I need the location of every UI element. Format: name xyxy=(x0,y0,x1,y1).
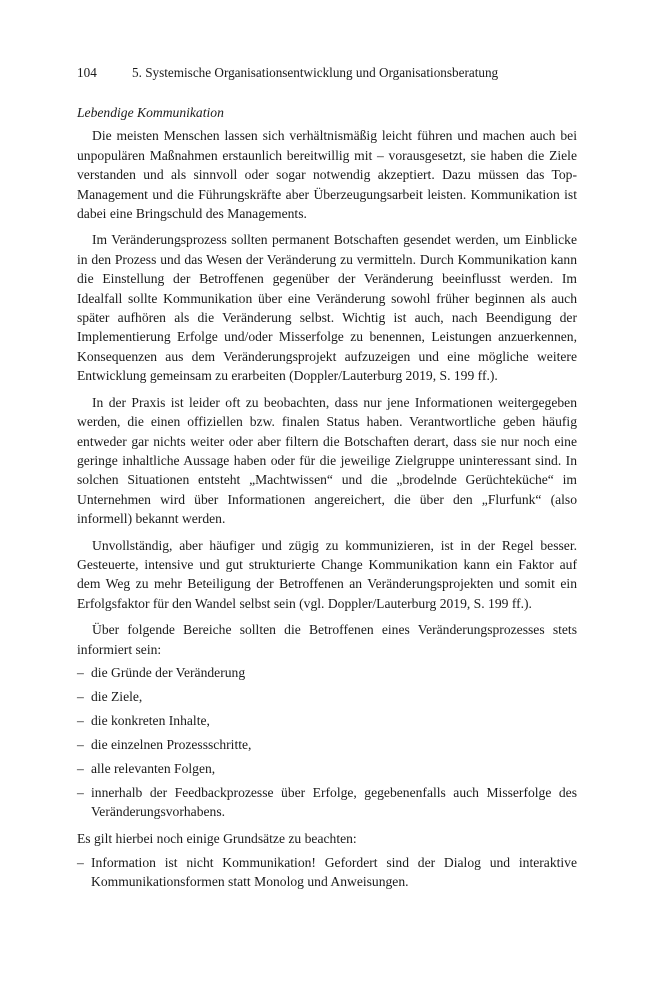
list-item: – die Ziele, xyxy=(77,687,577,706)
list-item: – innerhalb der Feedbackprozesse über Erfolge, gegebenenfalls auch Misserfolge des Veränderungsvorhabens. xyxy=(77,783,577,822)
paragraph: Im Veränderungsprozess sollten permanent Botschaften gesendet werden, um Einblicke in den Prozess und das Wesen der Veränderung zu vermitteln. Durch Kommunikation kann die Einstellung der Betroffenen gegenüber der Veränderung beeinflusst werden. Im Idealfall sollte Kommunikation über eine Veränderung sowohl früher beginnen als auch später aufhören als die Veränderung selbst. Wichtig ist auch, nach Beendigung der Implementierung Erfolge und/oder Misserfolge zu benennen, Leistungen anzuerkennen, Konsequenzen aus dem Veränderungsprojekt aufzuzeigen und eine mögliche weitere Entwicklung gemeinsam zu erarbeiten (Doppler/Lauterburg 2019, S. 199 ff.). xyxy=(77,232,577,384)
list-item: – Information ist nicht Kommunikation! Gefordert sind der Dialog und interaktive Kommunikationsformen statt Monolog und Anweisungen. xyxy=(77,853,577,892)
running-header xyxy=(77,64,579,82)
paragraph: In der Praxis ist leider oft zu beobachten, dass nur jene Informationen weitergegeben werden, die einen offiziellen bzw. finalen Status haben. Verantwortliche geben häufig entweder gar nichts weiter oder aber filtern die Botschaften derart, dass sie nur noch eine geringe inhaltliche Aussage haben oder für die jeweilige Zielgruppe uninteressant sind. In solchen Situationen entsteht „Machtwissen“ und die „brodelnde Gerüchteküche“ im Unternehmen wird über Informationen angereichert, die über den „Flurfunk“ (also informell) bekannt werden. xyxy=(77,394,577,527)
body-text xyxy=(77,103,577,892)
page-number: 104 xyxy=(77,65,97,80)
list-item: – die einzelnen Prozessschritte, xyxy=(77,735,577,754)
paragraph: Über folgende Bereiche sollten die Betroffenen eines Veränderungsprozesses stets informiert sein: xyxy=(77,622,577,657)
section-title: Lebendige Kommunikation xyxy=(77,105,224,120)
principles-list xyxy=(77,853,577,892)
information-areas-list xyxy=(77,663,577,821)
paragraph: Die meisten Menschen lassen sich verhältnismäßig leicht führen und machen auch bei unpopulären Maßnahmen erstaunlich bereitwillig mit – vorausgesetzt, sie haben die Ziele verstanden und als sinnvoll oder sogar notwendig akzeptiert. Dazu müssen das Top-Management und die Führungskräfte aber Überzeugungsarbeit leisten. Kommunikation ist dabei eine Bringschuld des Managements. xyxy=(77,128,577,222)
paragraph: Unvollständig, aber häufiger und zügig zu kommunizieren, ist in der Regel besser. Gesteuerte, intensive und gut strukturierte Change Kommunikation kann ein Faktor auf dem Weg zu mehr Beteiligung der Betroffenen an Veränderungsprojekten und somit ein Erfolgsfaktor für den Wandel selbst sein (vgl. Doppler/Lauterburg 2019, S. 199 ff.). xyxy=(77,537,577,611)
list-item: – alle relevanten Folgen, xyxy=(77,759,577,778)
principles-intro: Es gilt hierbei noch einige Grundsätze zu beachten: xyxy=(77,830,357,846)
list-item: – die Gründe der Veränderung xyxy=(77,663,577,682)
running-title: 5. Systemische Organisationsentwicklung und Organisationsberatung xyxy=(132,65,499,80)
list-item: – die konkreten Inhalte, xyxy=(77,711,577,730)
